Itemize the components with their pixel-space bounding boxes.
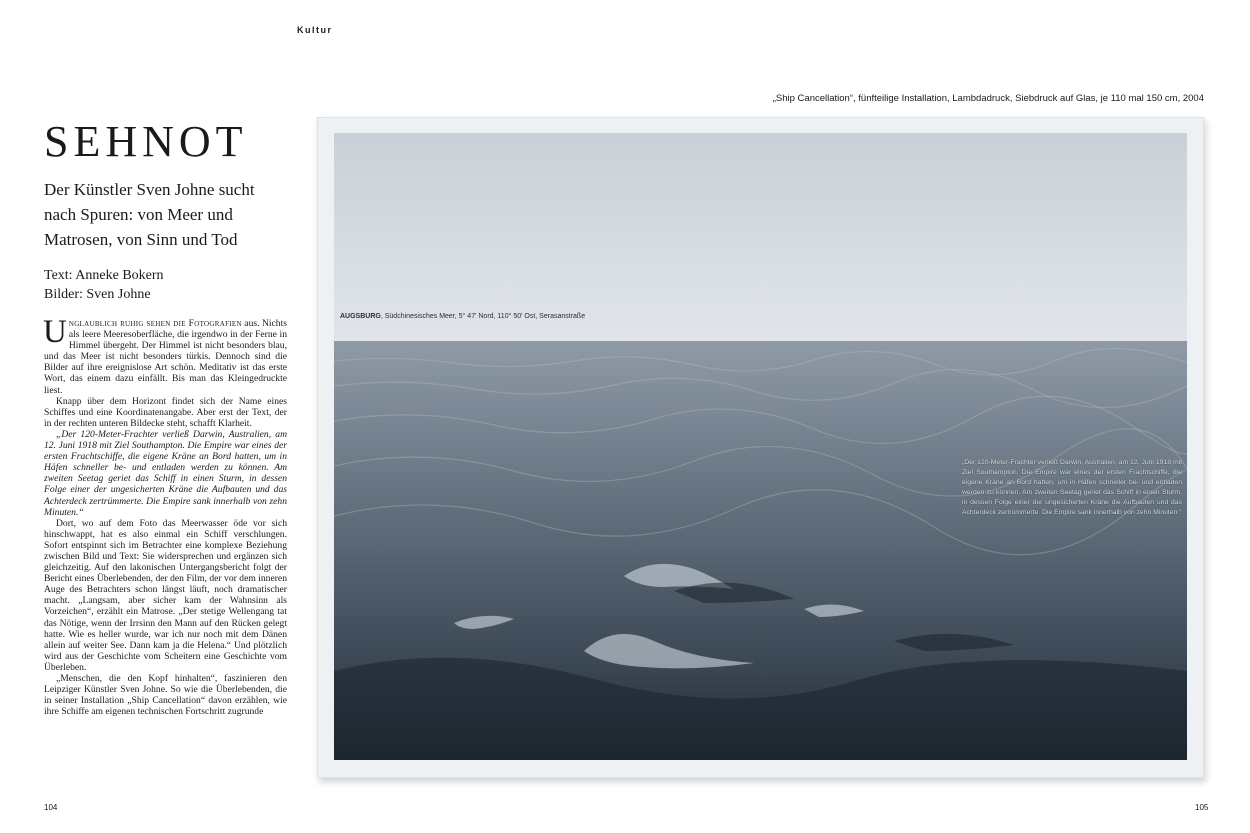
section-label: Kultur	[297, 25, 333, 35]
author-credit: Text: Anneke Bokern	[44, 268, 164, 283]
paragraph-1	[43, 314, 287, 396]
photo-credit: Bilder: Sven Johne	[44, 287, 151, 302]
image-caption: „Ship Cancellation“, fünfteilige Installation, Lambdadruck, Siebdruck auf Glas, je 110 mal 150 cm, 2004	[772, 93, 1204, 104]
overlay-report-text: „Der 120-Meter-Frachter verließ Darwin, Australien, am 12. Juni 1918 mit Ziel Southampton. Die Empire war eines der ersten Frachtschiffe, die eigene Kräne an Bord hatten, um in Häfen schneller be- und entladen werden zu können. Am zweiten Seetag geriet das Schiff in einen Sturm, in dessen Folge einer der ungesicherten Kräne die Aufbauten und das Achterdeck zertrümmerte. Die Empire sank innerhalb von zehn Minuten.“	[962, 459, 1182, 516]
sea-photograph	[334, 133, 1187, 760]
lead-in: nglaublich ruhig sehen die Fotografien	[68, 318, 242, 329]
paragraph-5: „Menschen, die den Kopf hinhalten“, faszinieren den Leipziger Künstler Sven Johne. So wie die Überlebenden, die in seiner Installation „Ship Cancellation“ davon erzählen, wie ihre Schiffe am eigenen technischen Fortschritt zugrunde	[44, 673, 287, 718]
ship-coordinates: , Südchinesisches Meer, 5° 47' Nord, 110° 50' Ost, Serasanstraße	[380, 313, 586, 320]
credits	[44, 266, 284, 304]
drop-cap: U	[43, 314, 67, 350]
paragraph-1-text: aus. Nichts als leere Meeresoberfläche, die irgendwo in der Ferne in Himmel übergeht. Der Himmel ist nicht besonders blau, und das Meer ist nicht besonders türkis. Dennoch sind die Bilder auf ihre ereignislose Art schön. Meditativ ist das erste Wort, das einem dazu einfällt. Bis man das Kleingedruckte liest.	[44, 318, 287, 396]
ship-label	[340, 313, 585, 320]
article-title: SEHNOT	[44, 117, 248, 166]
page-number-left: 104	[44, 803, 58, 812]
article-subtitle: Der Künstler Sven Johne sucht nach Spuren: von Meer und Matrosen, von Sinn und Tod	[44, 180, 255, 249]
paragraph-4: Dort, wo auf dem Foto das Meerwasser öde vor sich hinschwappt, hat es also einmal ein Schiff verschlungen. Sofort entspinnt sich im Betrachter eine komplexe Beziehung zwischen Bild und Text: Sie widersprechen und ergänzen sich gleichzeitig. Auf den lakonischen Untergangsbericht folgt der Bericht eines Überlebenden, der den Film, der vor dem inneren Auge des Betrachters schon längst läuft, noch dramatischer macht. „Langsam, aber sicher kam der Wahnsinn als Vorzeichen“, erzählt ein Matrose. „Der stetige Wellengang tat das Nötige, wenn der Irrsinn den Mann auf den Rücken gelegt hatte. Wie es heller wurde, war ich nur noch mit dem Dänen allein auf weiter See. Dann kam ja die Helena.“ Und plötzlich wird aus der Geschichte vom Scheitern eine Geschichte vom Überleben.	[44, 517, 287, 673]
ship-name: AUGSBURG	[340, 313, 381, 320]
paragraph-2: Knapp über dem Horizont findet sich der Name eines Schiffes und eine Koordinatenangabe. Aber erst der Text, der in der rechten unteren Bildecke steht, schafft Klarheit.	[44, 395, 287, 429]
article-body	[43, 314, 287, 718]
paragraph-3-quote: „Der 120-Meter-Frachter verließ Darwin, Australien, am 12. Juni 1918 mit Ziel Southampton. Die Empire war eines der ersten Frachtschiffe, die eigene Kräne an Bord hatten, um in Häfen schneller be- und entladen werden zu können. Am zweiten Seetag geriet das Schiff in einen Sturm, in dessen Folge einer der ungesicherten Kräne die Aufbauten und das Achterdeck zertrümmerte. Die Empire sank innerhalb von zehn Minuten.“	[44, 428, 287, 518]
page-number-right: 105	[1195, 803, 1209, 812]
